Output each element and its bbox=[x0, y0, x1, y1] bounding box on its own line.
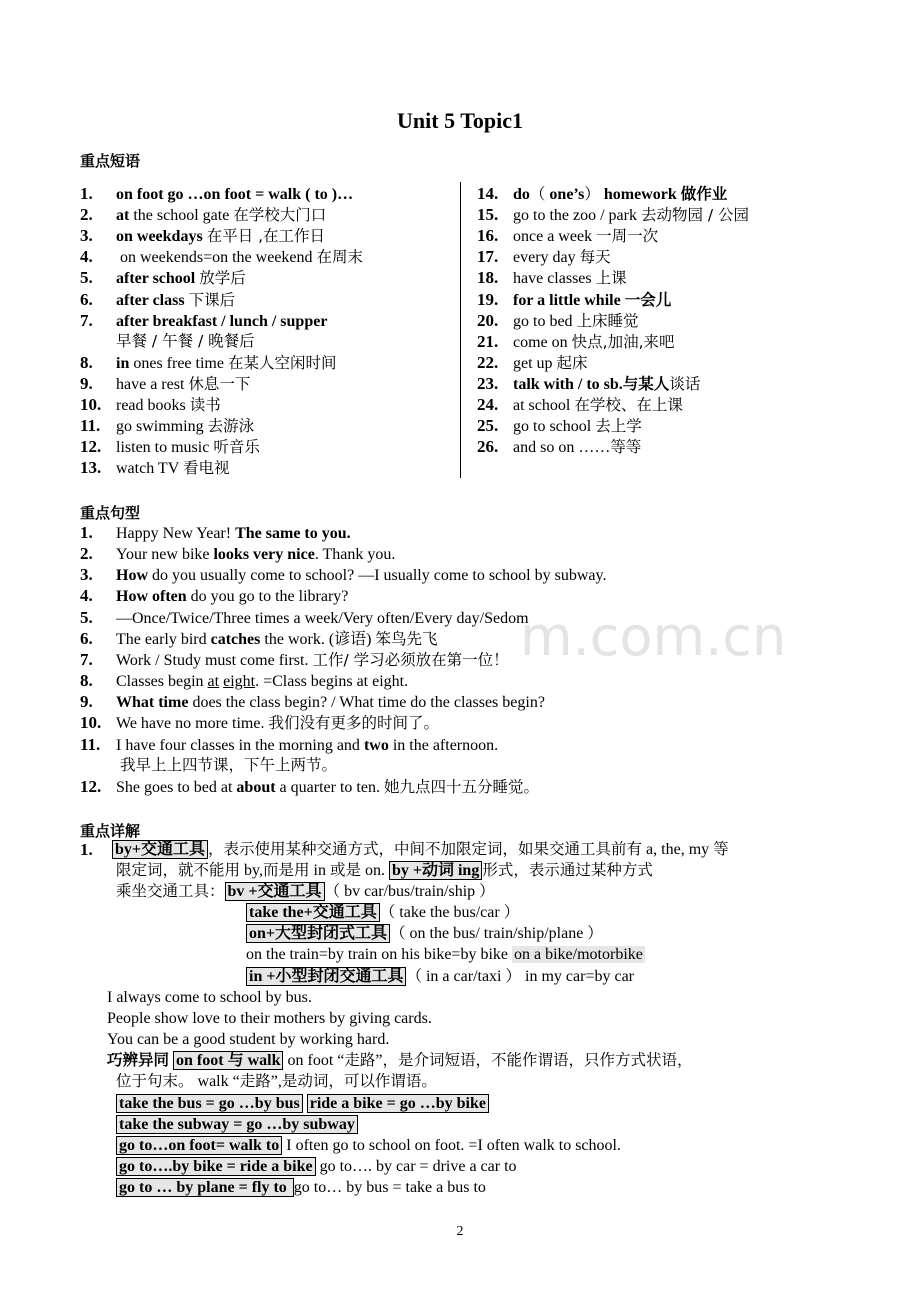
text-run: the school gate bbox=[129, 207, 234, 225]
phrase-item bbox=[477, 225, 658, 246]
sentence-item bbox=[80, 585, 348, 606]
chinese-text: （ bbox=[324, 882, 341, 900]
highlight-box: take the bus = go …by bus bbox=[116, 1094, 303, 1113]
chinese-text: 休息一下 bbox=[188, 374, 251, 393]
text-run: on the train=by train on his bike=by bike bbox=[246, 946, 512, 963]
phrase-item bbox=[477, 204, 749, 225]
chinese-text: 谈话 bbox=[669, 374, 701, 393]
detail-line: People show love to their mothers by giving cards. bbox=[107, 1010, 432, 1027]
chinese-text: ） bbox=[587, 924, 603, 942]
item-number: 2. bbox=[80, 205, 93, 225]
text-run: take the bus/car bbox=[395, 904, 504, 921]
sentence-item bbox=[80, 734, 498, 755]
text-run: I often go to school on foot. =I often walk to school. bbox=[282, 1137, 621, 1154]
highlight-box: ride a bike = go …by bike bbox=[307, 1094, 489, 1113]
text-run: does the class begin? / What time do the classes begin? bbox=[188, 694, 545, 712]
sentence-item bbox=[80, 691, 545, 712]
detail-line bbox=[116, 860, 653, 881]
text-run: every day bbox=[513, 249, 580, 267]
detail-line bbox=[107, 1050, 693, 1071]
phrase-item bbox=[80, 394, 221, 415]
text-run: What time bbox=[116, 694, 189, 712]
phrase-item bbox=[477, 246, 611, 267]
chinese-text: 乘坐交通工具： bbox=[116, 882, 225, 900]
text-run: on foot “ bbox=[283, 1052, 345, 1069]
item-number: 3. bbox=[80, 565, 93, 585]
phrase-item bbox=[80, 204, 326, 225]
sentence-item bbox=[80, 776, 539, 797]
text-run: after breakfast / lunch / supper bbox=[116, 312, 328, 330]
item-number: 8. bbox=[80, 671, 93, 691]
chinese-text: 工作/ 学习必须放在第一位！ bbox=[312, 650, 509, 669]
chinese-text: ） bbox=[503, 903, 520, 921]
item-number: 5. bbox=[80, 268, 93, 288]
item-number: 13. bbox=[80, 458, 102, 478]
chinese-text: 巧辨异同 bbox=[107, 1051, 170, 1069]
chinese-text: 而是用 bbox=[262, 861, 310, 879]
highlight-box: take the+交通工具 bbox=[246, 903, 380, 922]
text-run: after school bbox=[116, 270, 196, 288]
chinese-text: 一周一次 bbox=[596, 227, 659, 246]
chinese-text: 在平日 ,在工作日 bbox=[206, 227, 326, 246]
chinese-text: （ bbox=[390, 924, 406, 942]
text-run: looks very nice bbox=[213, 546, 315, 564]
chinese-text: ，是介词短语，不能作谓语，只作方式状语， bbox=[382, 1051, 693, 1069]
item-number: 25. bbox=[477, 416, 499, 436]
chinese-text: 早餐 / 午餐 / 晚餐后 bbox=[116, 331, 255, 350]
item-number: 3. bbox=[80, 226, 93, 246]
chinese-text: 在学校大门口 bbox=[233, 206, 327, 225]
chinese-text: 看电视 bbox=[182, 459, 230, 478]
text-run: . =Class begins at eight. bbox=[255, 673, 409, 691]
detail-line bbox=[246, 902, 519, 923]
item-number: 20. bbox=[477, 310, 499, 330]
highlight-box: bv +交通工具 bbox=[225, 882, 325, 901]
text-run: homework bbox=[599, 186, 681, 203]
chinese-text: 我早上上四节课，下午上两节。 bbox=[120, 755, 338, 774]
chinese-text: 去游泳 bbox=[207, 417, 255, 436]
chinese-text: 等 bbox=[713, 840, 729, 858]
text-run: We have no more time. bbox=[116, 715, 269, 733]
text-run: go to the zoo / park bbox=[513, 207, 641, 225]
sentence-item bbox=[80, 649, 509, 670]
phrase-item bbox=[477, 352, 588, 373]
text-run: a, the, my bbox=[642, 841, 714, 858]
detail-line bbox=[246, 966, 634, 987]
item-number: 4. bbox=[80, 586, 93, 606]
text-run: do bbox=[513, 186, 530, 203]
sentence-item bbox=[80, 564, 606, 585]
chinese-text: 与某人 bbox=[622, 374, 670, 393]
item-number: 2. bbox=[80, 544, 93, 564]
text-run: by, bbox=[240, 862, 263, 879]
phrase-item bbox=[477, 310, 639, 331]
chinese-text: 下课后 bbox=[188, 290, 236, 309]
detail-line bbox=[116, 1156, 517, 1177]
highlight-box: on foot 与 walk bbox=[173, 1051, 283, 1070]
phrase-item bbox=[477, 331, 675, 352]
phrase-item bbox=[80, 289, 235, 310]
chinese-text: （ bbox=[406, 967, 422, 985]
text-run: The early bird bbox=[116, 630, 211, 648]
item-number: 6. bbox=[80, 289, 93, 309]
item-number: 26. bbox=[477, 437, 499, 457]
phrase-item bbox=[80, 267, 246, 288]
text-run: after class bbox=[116, 291, 185, 309]
chinese-text: 上床睡觉 bbox=[576, 311, 639, 330]
chinese-text: 笨鸟先飞 bbox=[375, 629, 438, 648]
text-run: I have four classes in the morning and bbox=[116, 736, 364, 754]
watermark: m.com.cn bbox=[520, 605, 787, 668]
detail-line bbox=[246, 923, 603, 944]
chinese-text: 走路 bbox=[344, 1051, 376, 1069]
text-run: catches bbox=[210, 630, 261, 648]
phrase-item bbox=[80, 331, 255, 352]
phrase-item bbox=[477, 183, 727, 204]
chinese-text: 走路 bbox=[239, 1072, 271, 1090]
text-run: watch TV bbox=[116, 460, 183, 478]
text-run: go to… by bus = take a bus to bbox=[293, 1179, 486, 1196]
item-number: 23. bbox=[477, 373, 499, 393]
phrase-item bbox=[80, 310, 327, 331]
chinese-text: 读书 bbox=[189, 396, 221, 414]
chinese-text: 每天 bbox=[579, 248, 611, 267]
text-run: once a week bbox=[513, 228, 597, 246]
text-run: in my car=by car bbox=[521, 968, 634, 985]
highlight-box: by +动词 ing bbox=[389, 861, 482, 880]
chinese-text: 在周末 bbox=[316, 248, 364, 267]
item-number: 24. bbox=[477, 395, 499, 414]
text-run: ” bbox=[375, 1052, 383, 1069]
chinese-text: 我们没有更多的时间了。 bbox=[268, 714, 439, 733]
text-run: about bbox=[236, 778, 276, 796]
text-run: . Thank you. bbox=[314, 546, 396, 564]
text-run: ”, bbox=[270, 1073, 282, 1090]
phrase-item bbox=[80, 225, 325, 246]
sentence-item bbox=[80, 522, 351, 543]
text-run: in a car/taxi bbox=[421, 968, 506, 985]
text-run: on. bbox=[360, 862, 389, 879]
text-run: get up bbox=[513, 354, 557, 372]
chinese-text: 位于句末。 bbox=[116, 1072, 194, 1090]
detail-line: You can be a good student by working hard. bbox=[107, 1031, 390, 1048]
detail-line bbox=[116, 1071, 437, 1092]
text-run: listen to music bbox=[116, 439, 214, 457]
text-run: a quarter to ten. bbox=[275, 778, 384, 796]
phrase-item bbox=[477, 289, 671, 310]
chinese-text: 她九点四十五分睡觉。 bbox=[383, 777, 539, 796]
sentence-item bbox=[80, 712, 439, 733]
text-run: come on bbox=[513, 333, 572, 351]
item-number: 1. bbox=[80, 184, 93, 203]
text-run: the work. (谚语) bbox=[260, 630, 376, 648]
phrase-item bbox=[80, 352, 336, 373]
chinese-text: 限定词，就不能用 bbox=[116, 861, 241, 879]
text-run: on foot go …on foot = walk ( to )… bbox=[116, 186, 354, 203]
text-run: Your new bike bbox=[116, 546, 214, 564]
item-number: 7. bbox=[80, 649, 93, 669]
item-number: 1. bbox=[80, 840, 93, 859]
text-run: in bbox=[309, 862, 330, 879]
item-number: 10. bbox=[80, 713, 102, 733]
sentence-item bbox=[80, 755, 337, 776]
text-run: have a rest bbox=[116, 375, 189, 393]
item-number: 7. bbox=[80, 310, 93, 330]
item-number: 5. bbox=[80, 607, 93, 627]
chinese-text: 在学校、在上课 bbox=[574, 396, 683, 414]
text-run: talk with / to sb. bbox=[513, 375, 623, 393]
chinese-text: 放学后 bbox=[199, 269, 246, 288]
phrase-item bbox=[80, 436, 260, 457]
detail-line bbox=[116, 881, 495, 902]
item-number: 16. bbox=[477, 226, 499, 246]
item-number: 8. bbox=[80, 352, 93, 372]
detail-line bbox=[116, 1135, 621, 1156]
highlight-box: go to … by plane = fly to bbox=[116, 1178, 294, 1197]
item-number: 1. bbox=[80, 523, 93, 542]
item-number: 19. bbox=[477, 289, 499, 309]
item-number: 22. bbox=[477, 352, 499, 372]
chinese-text: 上课 bbox=[595, 269, 627, 288]
chinese-text: （ bbox=[529, 185, 546, 203]
detail-line bbox=[246, 944, 645, 965]
highlight-box: go to….by bike = ride a bike bbox=[116, 1157, 316, 1176]
detail-line bbox=[116, 1093, 489, 1114]
item-number: 12. bbox=[80, 776, 102, 796]
item-number: 12. bbox=[80, 437, 102, 457]
detail-line bbox=[112, 839, 729, 860]
phrase-item bbox=[477, 394, 683, 415]
item-number: 17. bbox=[477, 247, 499, 267]
chinese-text: （ bbox=[379, 903, 396, 921]
phrase-item bbox=[477, 267, 627, 288]
text-run: go swimming bbox=[116, 418, 208, 436]
text-run: Work / Study must come first. bbox=[116, 651, 313, 669]
phrase-item bbox=[80, 246, 363, 267]
highlight-box: by+交通工具 bbox=[112, 840, 208, 859]
text-run: How often bbox=[116, 588, 187, 606]
sentence-item bbox=[80, 607, 529, 628]
chinese-text: 快点,加油,来吧 bbox=[571, 332, 675, 351]
item-number: 9. bbox=[80, 692, 93, 712]
detail-line bbox=[116, 1114, 358, 1135]
text-run: go to bed bbox=[513, 312, 577, 330]
phrase-item bbox=[80, 373, 250, 394]
chinese-text: 去上学 bbox=[595, 417, 642, 436]
chinese-text: 在某人空闲时间 bbox=[227, 353, 337, 372]
text-run: in the afternoon. bbox=[388, 736, 499, 754]
phrase-item bbox=[80, 457, 229, 478]
text-run: walk “ bbox=[193, 1073, 240, 1090]
text-run: bv car/bus/train/ship bbox=[340, 883, 480, 900]
highlight-box: on+大型封闭式工具 bbox=[246, 924, 390, 943]
text-run: Happy New Year! bbox=[116, 525, 236, 542]
text-run: one’s bbox=[545, 186, 585, 203]
text-run: eight bbox=[223, 673, 256, 691]
text-run: read books bbox=[116, 397, 190, 414]
chinese-text: 是动词，可以作谓语。 bbox=[281, 1072, 437, 1090]
text-run: go to school bbox=[513, 418, 596, 436]
chinese-text: 做作业 bbox=[680, 185, 728, 203]
chinese-text: 形式，表示通过某种方式 bbox=[482, 861, 653, 879]
chinese-text: 或是 bbox=[329, 861, 361, 879]
text-run: Classes begin bbox=[116, 673, 208, 691]
text-run: do you usually come to school? —I usually come to school by subway. bbox=[148, 567, 607, 585]
detail-line bbox=[116, 1177, 486, 1198]
text-run: two bbox=[363, 736, 389, 754]
phrase-item bbox=[80, 183, 353, 204]
text-run: She goes to bed at bbox=[116, 778, 237, 796]
text-run: at bbox=[207, 673, 220, 691]
sentence-item bbox=[80, 628, 438, 649]
highlight-box: in +小型封闭交通工具 bbox=[246, 967, 406, 986]
text-run: on weekdays bbox=[116, 228, 203, 246]
chinese-text: ） bbox=[584, 185, 600, 203]
phrase-item bbox=[80, 415, 254, 436]
item-number: 11. bbox=[80, 734, 101, 754]
phrase-item bbox=[477, 436, 641, 457]
chinese-text: ） bbox=[505, 967, 522, 985]
item-number: 18. bbox=[477, 268, 499, 288]
item-number: 9. bbox=[80, 373, 93, 393]
page-title: Unit 5 Topic1 bbox=[397, 108, 523, 133]
text-run: have classes bbox=[513, 270, 596, 288]
item-number: 21. bbox=[477, 331, 499, 351]
text-run: at bbox=[116, 207, 130, 225]
item-number: 6. bbox=[80, 628, 93, 648]
text-run: in bbox=[116, 354, 130, 372]
phrase-item bbox=[477, 415, 642, 436]
section-heading-details: 重点详解 bbox=[80, 822, 141, 840]
text-run: on a bike/motorbike bbox=[514, 946, 643, 963]
item-number: 11. bbox=[80, 416, 101, 436]
chinese-text: 去动物园 / 公园 bbox=[640, 206, 750, 225]
sentence-item bbox=[80, 543, 395, 564]
item-number: 10. bbox=[80, 395, 102, 414]
item-number: 4. bbox=[80, 247, 93, 267]
chinese-text: 等等 bbox=[610, 438, 642, 457]
text-run: on weekends=on the weekend bbox=[116, 249, 317, 267]
text-run: at school bbox=[513, 397, 575, 414]
sentence-item bbox=[80, 670, 408, 691]
highlight-box: take the subway = go …by subway bbox=[116, 1115, 358, 1134]
text-run: go to…. by car = drive a car to bbox=[315, 1158, 517, 1175]
text-run: for a little while bbox=[513, 291, 625, 309]
page-number: 2 bbox=[456, 1224, 464, 1239]
text-run: How bbox=[116, 567, 148, 585]
text-run: The same to you. bbox=[235, 525, 351, 542]
section-heading-sentences: 重点句型 bbox=[80, 504, 141, 522]
text-run: and so on …… bbox=[513, 439, 611, 457]
chinese-text: ，表示使用某种交通方式，中间不加限定词，如果交通工具前有 bbox=[208, 840, 643, 858]
item-number: 15. bbox=[477, 205, 499, 225]
text-run: do you go to the library? bbox=[186, 588, 349, 606]
detail-line: I always come to school by bus. bbox=[107, 989, 312, 1006]
chinese-text: 一会儿 bbox=[624, 290, 672, 309]
text-run: on the bus/ train/ship/plane bbox=[405, 925, 588, 942]
phrase-item bbox=[477, 373, 700, 394]
column-divider bbox=[460, 182, 461, 478]
highlight-box: go to…on foot= walk to bbox=[116, 1136, 282, 1155]
chinese-text: 听音乐 bbox=[213, 438, 260, 457]
chinese-text: ） bbox=[479, 882, 495, 900]
section-heading-phrases: 重点短语 bbox=[80, 152, 141, 170]
text-run: —Once/Twice/Three times a week/Very often/Every day/Sedom bbox=[116, 609, 529, 627]
item-number: 14. bbox=[477, 184, 499, 203]
chinese-text: 起床 bbox=[556, 353, 588, 372]
text-run: ones free time bbox=[129, 354, 228, 372]
